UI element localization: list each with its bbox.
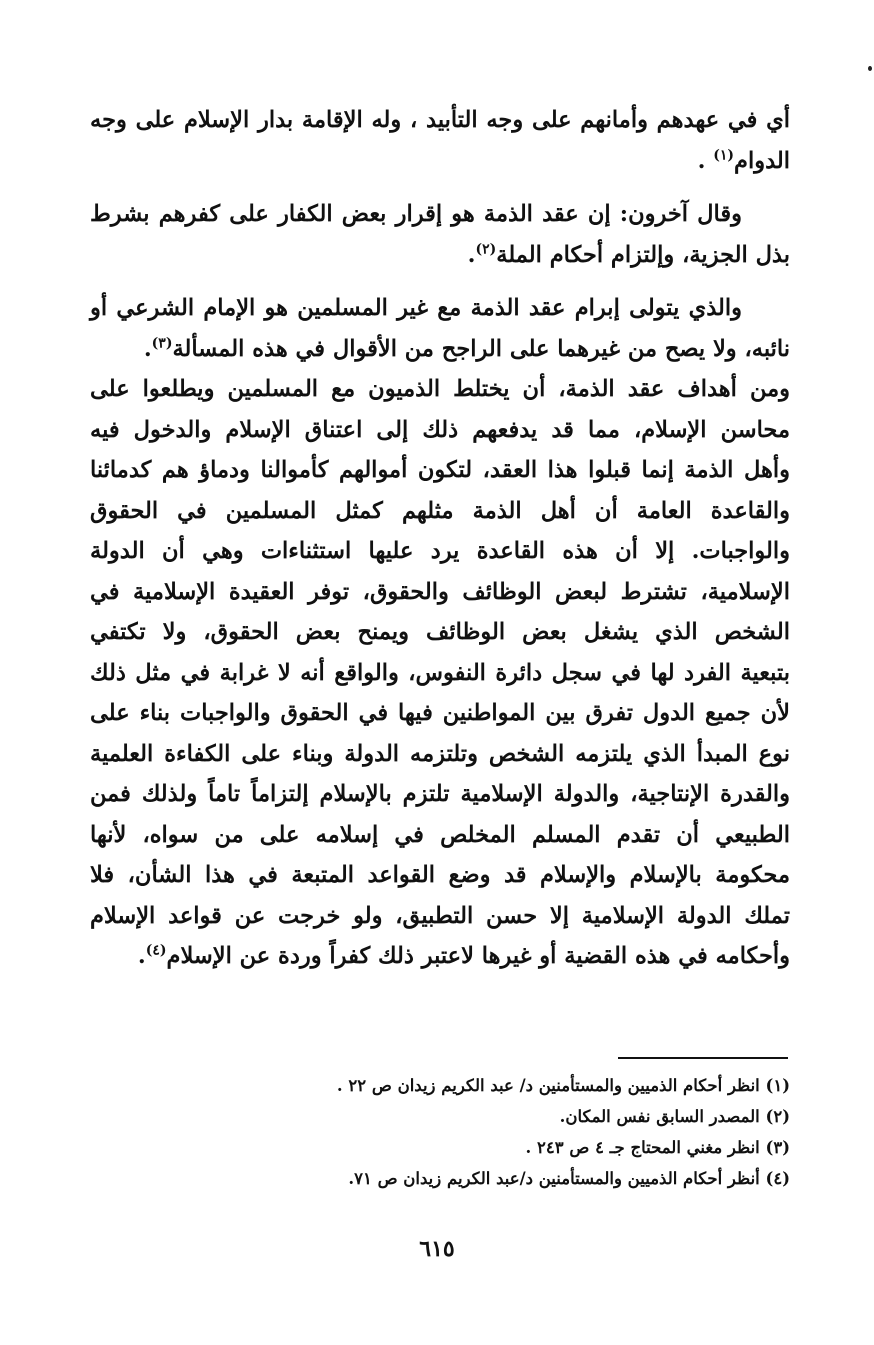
text-line-last: بذل الجزية، وإلتزام أحكام الملة$^{(٢)}$. xyxy=(467,241,790,268)
page-number: ٦١٥ xyxy=(419,1236,455,1262)
text-line-last: وأحكامه في هذه القضية أو غيرها لاعتبر ذلك كفراً وردة عن الإسلام$^{(٤)}$. xyxy=(137,942,790,969)
main-text xyxy=(90,100,790,977)
text-line: وأهل الذمة إنما قبلوا هذا العقد، لتكون أموالهم كأموالنا ودماؤ هم كدمائنا xyxy=(90,457,790,483)
footnote-ref-2: (٢) xyxy=(475,241,497,257)
footnote-divider xyxy=(618,1057,788,1059)
text-line: محكومة بالإسلام والإسلام قد وضع القواعد المتبعة في هذا الشأن، فلا xyxy=(90,862,790,888)
text-line: الإسلامية، تشترط لبعض الوظائف والحقوق، توفر العقيدة الإسلامية في xyxy=(90,578,790,605)
text-line: تملك الدولة الإسلامية إلا حسن التطبيق، ولو خرجت عن قواعد الإسلام xyxy=(90,902,790,929)
text-line: وقال آخرون: إن عقد الذمة هو إقرار بعض الكفار على كفرهم بشرط xyxy=(90,201,742,227)
footnote-ref-3: (٣) xyxy=(151,335,173,351)
paragraph-4 xyxy=(90,369,790,977)
text-line: أي في عهدهم وأمانهم على وجه التأبيد ، وله الإقامة بدار الإسلام على وجه xyxy=(90,107,790,133)
text-line: نوع المبدأ الذي يلتزمه الشخص وتلتزمه الدولة وبناء على الكفاءة العلمية xyxy=(90,740,790,767)
scan-speck xyxy=(868,66,872,71)
text-line: لأن جميع الدول تفرق بين المواطنين فيها في الحقوق والواجبات بناء على xyxy=(90,700,790,726)
text-line: ومن أهداف عقد الذمة، أن يختلط الذميون مع المسلمين ويطلعوا على xyxy=(90,376,790,402)
text-line: محاسن الإسلام، مما قد يدفعهم ذلك إلى اعتناق الإسلام والدخول فيه xyxy=(90,416,790,443)
text-line: والواجبات. إلا أن هذه القاعدة يرد عليها استثناءات وهي أن الدولة xyxy=(90,538,790,564)
paragraph-3 xyxy=(90,288,790,369)
footnote-ref-1: (١) xyxy=(713,147,735,163)
text-line: والقدرة الإنتاجية، والدولة الإسلامية تلتزم بالإسلام إلتزاماً تاماً ولذلك فمن xyxy=(90,781,790,807)
text-line: الطبيعي أن تقدم المسلم المخلص في إسلامه على من سواه، لأنها xyxy=(90,821,790,848)
paragraph-2 xyxy=(90,194,790,275)
footnote-1: (١) انظر أحكام الذميين والمستأمنين د/ عبد الكريم زيدان ص ٢٢ . xyxy=(336,1076,790,1095)
footnotes xyxy=(90,1070,790,1194)
footnote-ref-4: (٤) xyxy=(145,942,167,959)
text-line: والقاعدة العامة أن أهل الذمة مثلهم كمثل المسلمين في الحقوق xyxy=(90,497,790,524)
text-line: بتبعية الفرد لها في سجل دائرة النفوس، والواقع أنه لا غرابة في مثل ذلك xyxy=(90,659,790,686)
footnote-3: (٣) انظر مغني المحتاج جـ ٤ ص ٢٤٣ . xyxy=(525,1138,790,1157)
footnote-2: (٢) المصدر السابق نفس المكان. xyxy=(559,1107,790,1126)
paragraph-1 xyxy=(90,100,790,181)
footnote-4: (٤) أنظر أحكام الذميين والمستأمنين د/عبد الكريم زيدان ص ٧١. xyxy=(348,1169,790,1188)
text-line-last: نائبه، ولا يصح من غيرهما على الراجح من الأقوال في هذه المسألة$^{(٣)}$. xyxy=(143,335,790,362)
text-line: والذي يتولى إبرام عقد الذمة مع غير المسلمين هو الإمام الشرعي أو xyxy=(90,295,742,321)
text-line: الشخص الذي يشغل بعض الوظائف ويمنح بعض الحقوق، ولا تكتفي xyxy=(90,619,790,645)
text-line-last: الدوام$^{(١)}$ . xyxy=(697,147,790,174)
